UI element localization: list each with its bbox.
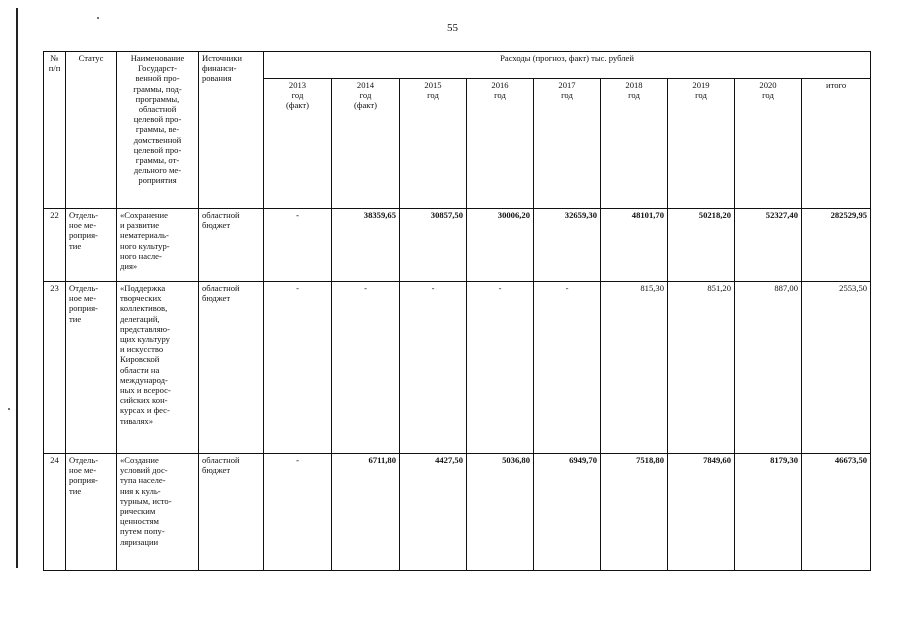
value-2017: - [534,282,601,454]
value-2015: - [400,282,467,454]
value-2020: 8179,30 [735,454,802,571]
value-2016: 30006,20 [467,209,534,282]
row-name: «Сохранение и развитие нематериаль- ного культур- ного насле- дия» [117,209,199,282]
row-source: областной бюджет [199,454,264,571]
row-name: «Создание условий дос- тупа населе- ния к куль- турным, исто- рическим ценностям путем попу- ляризации [117,454,199,571]
value-total: 2553,50 [802,282,871,454]
value-2019: 851,20 [668,282,735,454]
value-total: 282529,95 [802,209,871,282]
value-2016: 5036,80 [467,454,534,571]
value-2014: - [332,282,400,454]
header-status: Статус [66,52,117,209]
table-row [44,209,871,282]
header-year-2020: 2020 год [735,79,802,209]
value-2020: 52327,40 [735,209,802,282]
table-row [44,282,871,454]
row-num: 24 [44,454,66,571]
value-2013: - [264,209,332,282]
value-2018: 815,30 [601,282,668,454]
value-2018: 48101,70 [601,209,668,282]
value-2017: 6949,70 [534,454,601,571]
value-2015: 30857,50 [400,209,467,282]
header-source: Источники финанси- рования [199,52,264,209]
header-year-2013: 2013 год (факт) [264,79,332,209]
row-status: Отдель- ное ме- роприя- тие [66,454,117,571]
value-2014: 38359,65 [332,209,400,282]
value-2017: 32659,30 [534,209,601,282]
value-2013: - [264,282,332,454]
header-row [44,52,871,79]
row-status: Отдель- ное ме- роприя- тие [66,209,117,282]
value-total: 46673,50 [802,454,871,571]
expenses-table [43,51,871,571]
value-2014: 6711,80 [332,454,400,571]
header-num: № п/п [44,52,66,209]
header-year-2018: 2018 год [601,79,668,209]
value-2015: 4427,50 [400,454,467,571]
row-status: Отдель- ное ме- роприя- тие [66,282,117,454]
scan-speck [8,408,10,410]
row-name: «Поддержка творческих коллективов, делегаций, представляю- щих культуру и искусство Кировской области на международ- ных и всерос- сийских кон- курсах и фес- тивалях» [117,282,199,454]
row-num: 22 [44,209,66,282]
header-year-2014: 2014 год (факт) [332,79,400,209]
header-year-2016: 2016 год [467,79,534,209]
row-source: областной бюджет [199,209,264,282]
value-2020: 887,00 [735,282,802,454]
margin-rule [16,8,18,568]
page-number: 55 [447,22,458,34]
value-2013: - [264,454,332,571]
header-year-2019: 2019 год [668,79,735,209]
row-num: 23 [44,282,66,454]
value-2018: 7518,80 [601,454,668,571]
value-2016: - [467,282,534,454]
table-row [44,454,871,571]
header-expenses: Расходы (прогноз, факт) тыс. рублей [264,52,871,79]
row-source: областной бюджет [199,282,264,454]
header-year-2015: 2015 год [400,79,467,209]
value-2019: 50218,20 [668,209,735,282]
scan-speck [97,17,99,19]
value-2019: 7849,60 [668,454,735,571]
header-total: итого [802,79,871,209]
header-name: Наименование Государст- венной про- граммы, под- программы, областной целевой про- граммы, ве- домственной целевой про- граммы, от- дельного ме- роприятия [117,52,199,209]
header-year-2017: 2017 год [534,79,601,209]
